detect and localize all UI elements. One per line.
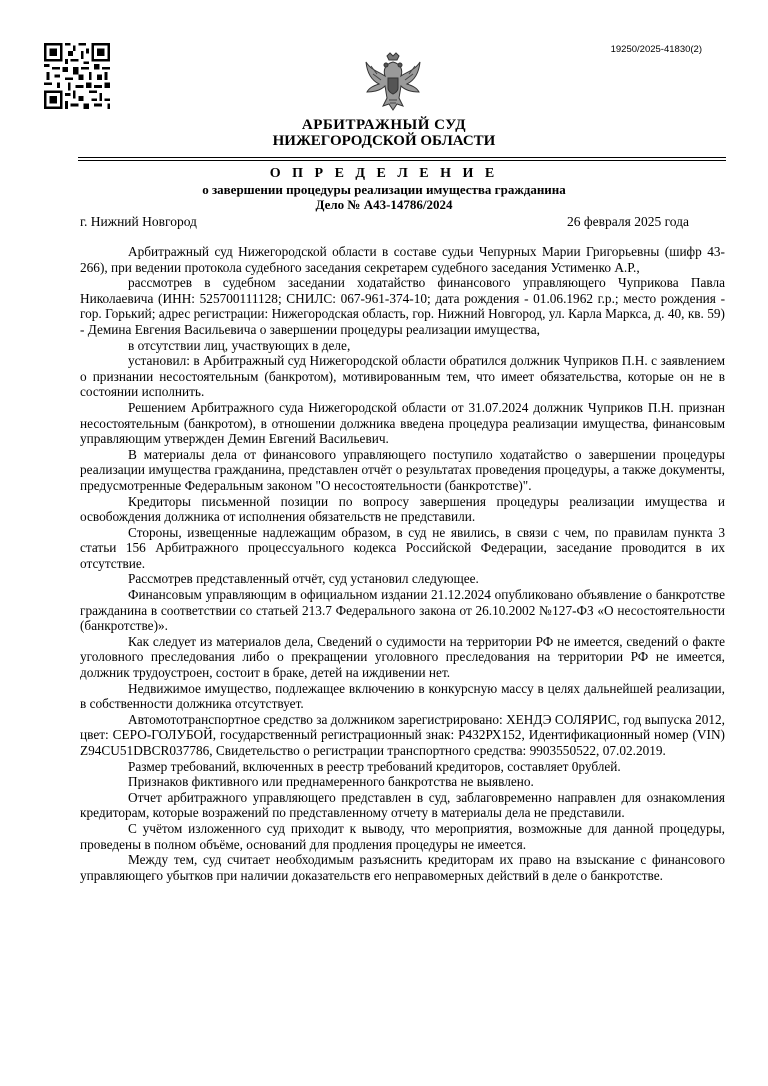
place-label: г. Нижний Новгород — [80, 214, 197, 229]
document-subject: о завершении процедуры реализации имущества гражданина — [202, 182, 566, 197]
court-name-line1: АРБИТРАЖНЫЙ СУД — [301, 117, 467, 133]
document-body — [80, 244, 725, 883]
paragraph: Признаков фиктивного или преднамеренного банкротства не выявлено. — [128, 774, 534, 790]
paragraph: Недвижимое имущество, подлежащее включению в конкурсную массу в целях дальнейшей реализации, в собственности должника отсутствует. — [80, 680, 725, 712]
header-divider — [78, 157, 726, 158]
coat-of-arms-icon — [363, 52, 423, 114]
paragraph: Арбитражный суд Нижегородской области в составе судьи Чепурных Марии Григорьевны (шифр 43-266), при ведении протокола судебного заседания секретарем судебного заседания Устименко А.Р., — [80, 244, 725, 275]
paragraph: установил: в Арбитражный суд Нижегородской области обратился должник Чуприков П.Н. с заявлением о признании несостоятельным (банкротом), мотивированным тем, что имеет обязательства, которые он не в состоянии исполнить. — [80, 353, 725, 400]
qr-code-icon — [44, 43, 110, 109]
paragraph: Отчет арбитражного управляющего представлен в суд, заблаговременно направлен для ознакомления кредиторам, которые возражений по представленному отчету в материалы дела не представили. — [80, 789, 725, 821]
paragraph: рассмотрев в судебном заседании ходатайство финансового управляющего Чуприкова Павла Николаевича (ИНН: 525700111128; СНИЛС: 067-961-374-10; дата рождения - 01.06.1962 г.р.; место рождения - гор. Горький; адрес регистрации: Нижегородская область, гор. Нижний Новгород, ул. Карла Маркса, д. 40, кв. 59) - Демина Евгения Васильевича о завершении процедуры реализации имущества, — [80, 275, 725, 337]
date-label: 26 февраля 2025 года — [567, 214, 689, 229]
paragraph: Финансовым управляющим в официальном издании 21.12.2024 опубликовано объявление о банкротстве гражданина в соответствии со статьей 213.7 Федерального закона от 26.10.2002 №127-ФЗ «О несостоятельности (банкротстве)». — [80, 587, 725, 634]
paragraph: Как следует из материалов дела, Сведений о судимости на территории РФ не имеется, сведений о факте уголовного преследования либо о прекращении уголовного преследования на территории РФ не имеется, должник трудоустроен, состоит в браке, детей на иждивении нет. — [80, 633, 725, 681]
paragraph: Решением Арбитражного суда Нижегородской области от 31.07.2024 должник Чуприков П.Н. признан несостоятельным (банкротом), в отношении должника введена процедура реализации имущества, финансовым управляющим утвержден Демин Евгений Васильевич. — [80, 399, 725, 447]
court-name-line2: НИЖЕГОРОДСКОЙ ОБЛАСТИ — [272, 133, 496, 149]
document-heading: О П Р Е Д Е Л Е Н И Е — [269, 166, 499, 181]
paragraph: Кредиторы письменной позиции по вопросу завершения процедуры реализации имущества и освобождения должника от исполнения обязательств не представили. — [80, 493, 725, 525]
header-divider-thin — [78, 160, 726, 161]
paragraph: Размер требований, включенных в реестр требований кредиторов, составляет 0рублей. — [128, 758, 621, 774]
paragraph: С учётом изложенного суд приходит к выводу, что мероприятия, возможные для данной процедуры, проведены в полном объёме, оснований для продления процедуры не имеется. — [80, 820, 725, 852]
paragraph: В материалы дела от финансового управляющего поступило ходатайство о завершении процедуры реализации имущества гражданина, представлен отчёт о результатах проведения процедуры, а также документы, предусмотренные Федеральным законом "О несостоятельности (банкротстве)". — [80, 446, 725, 493]
document-number: 19250/2025-41830(2) — [610, 44, 702, 55]
paragraph: Стороны, извещенные надлежащим образом, в суд не явились, в связи с чем, по правилам пункта 3 статьи 156 Арбитражного процессуального кодекса Российской Федерации, заседание проводится в их отсутствие. — [80, 524, 725, 571]
paragraph: Автомототранспортное средство за должником зарегистрировано: ХЕНДЭ СОЛЯРИС, год выпуска 2012, цвет: СЕРО-ГОЛУБОЙ, государственный регистрационный знак: Р432РХ152, Идентификационный номер (VIN) Z94CU51DBCR037786, Свидетельство о регистрации транспортного средства: 9903550522, 07.02.2019. — [80, 711, 725, 758]
paragraph: Между тем, суд считает необходимым разъяснить кредиторам их право на взыскание с финансового управляющего убытков при наличии доказательств его неправомерных действий в деле о банкротстве. — [80, 852, 725, 883]
paragraph: Рассмотрев представленный отчёт, суд установил следующее. — [128, 571, 479, 587]
case-number: Дело № А43-14786/2024 — [315, 197, 453, 212]
paragraph: в отсутствии лиц, участвующих в деле, — [128, 337, 351, 353]
